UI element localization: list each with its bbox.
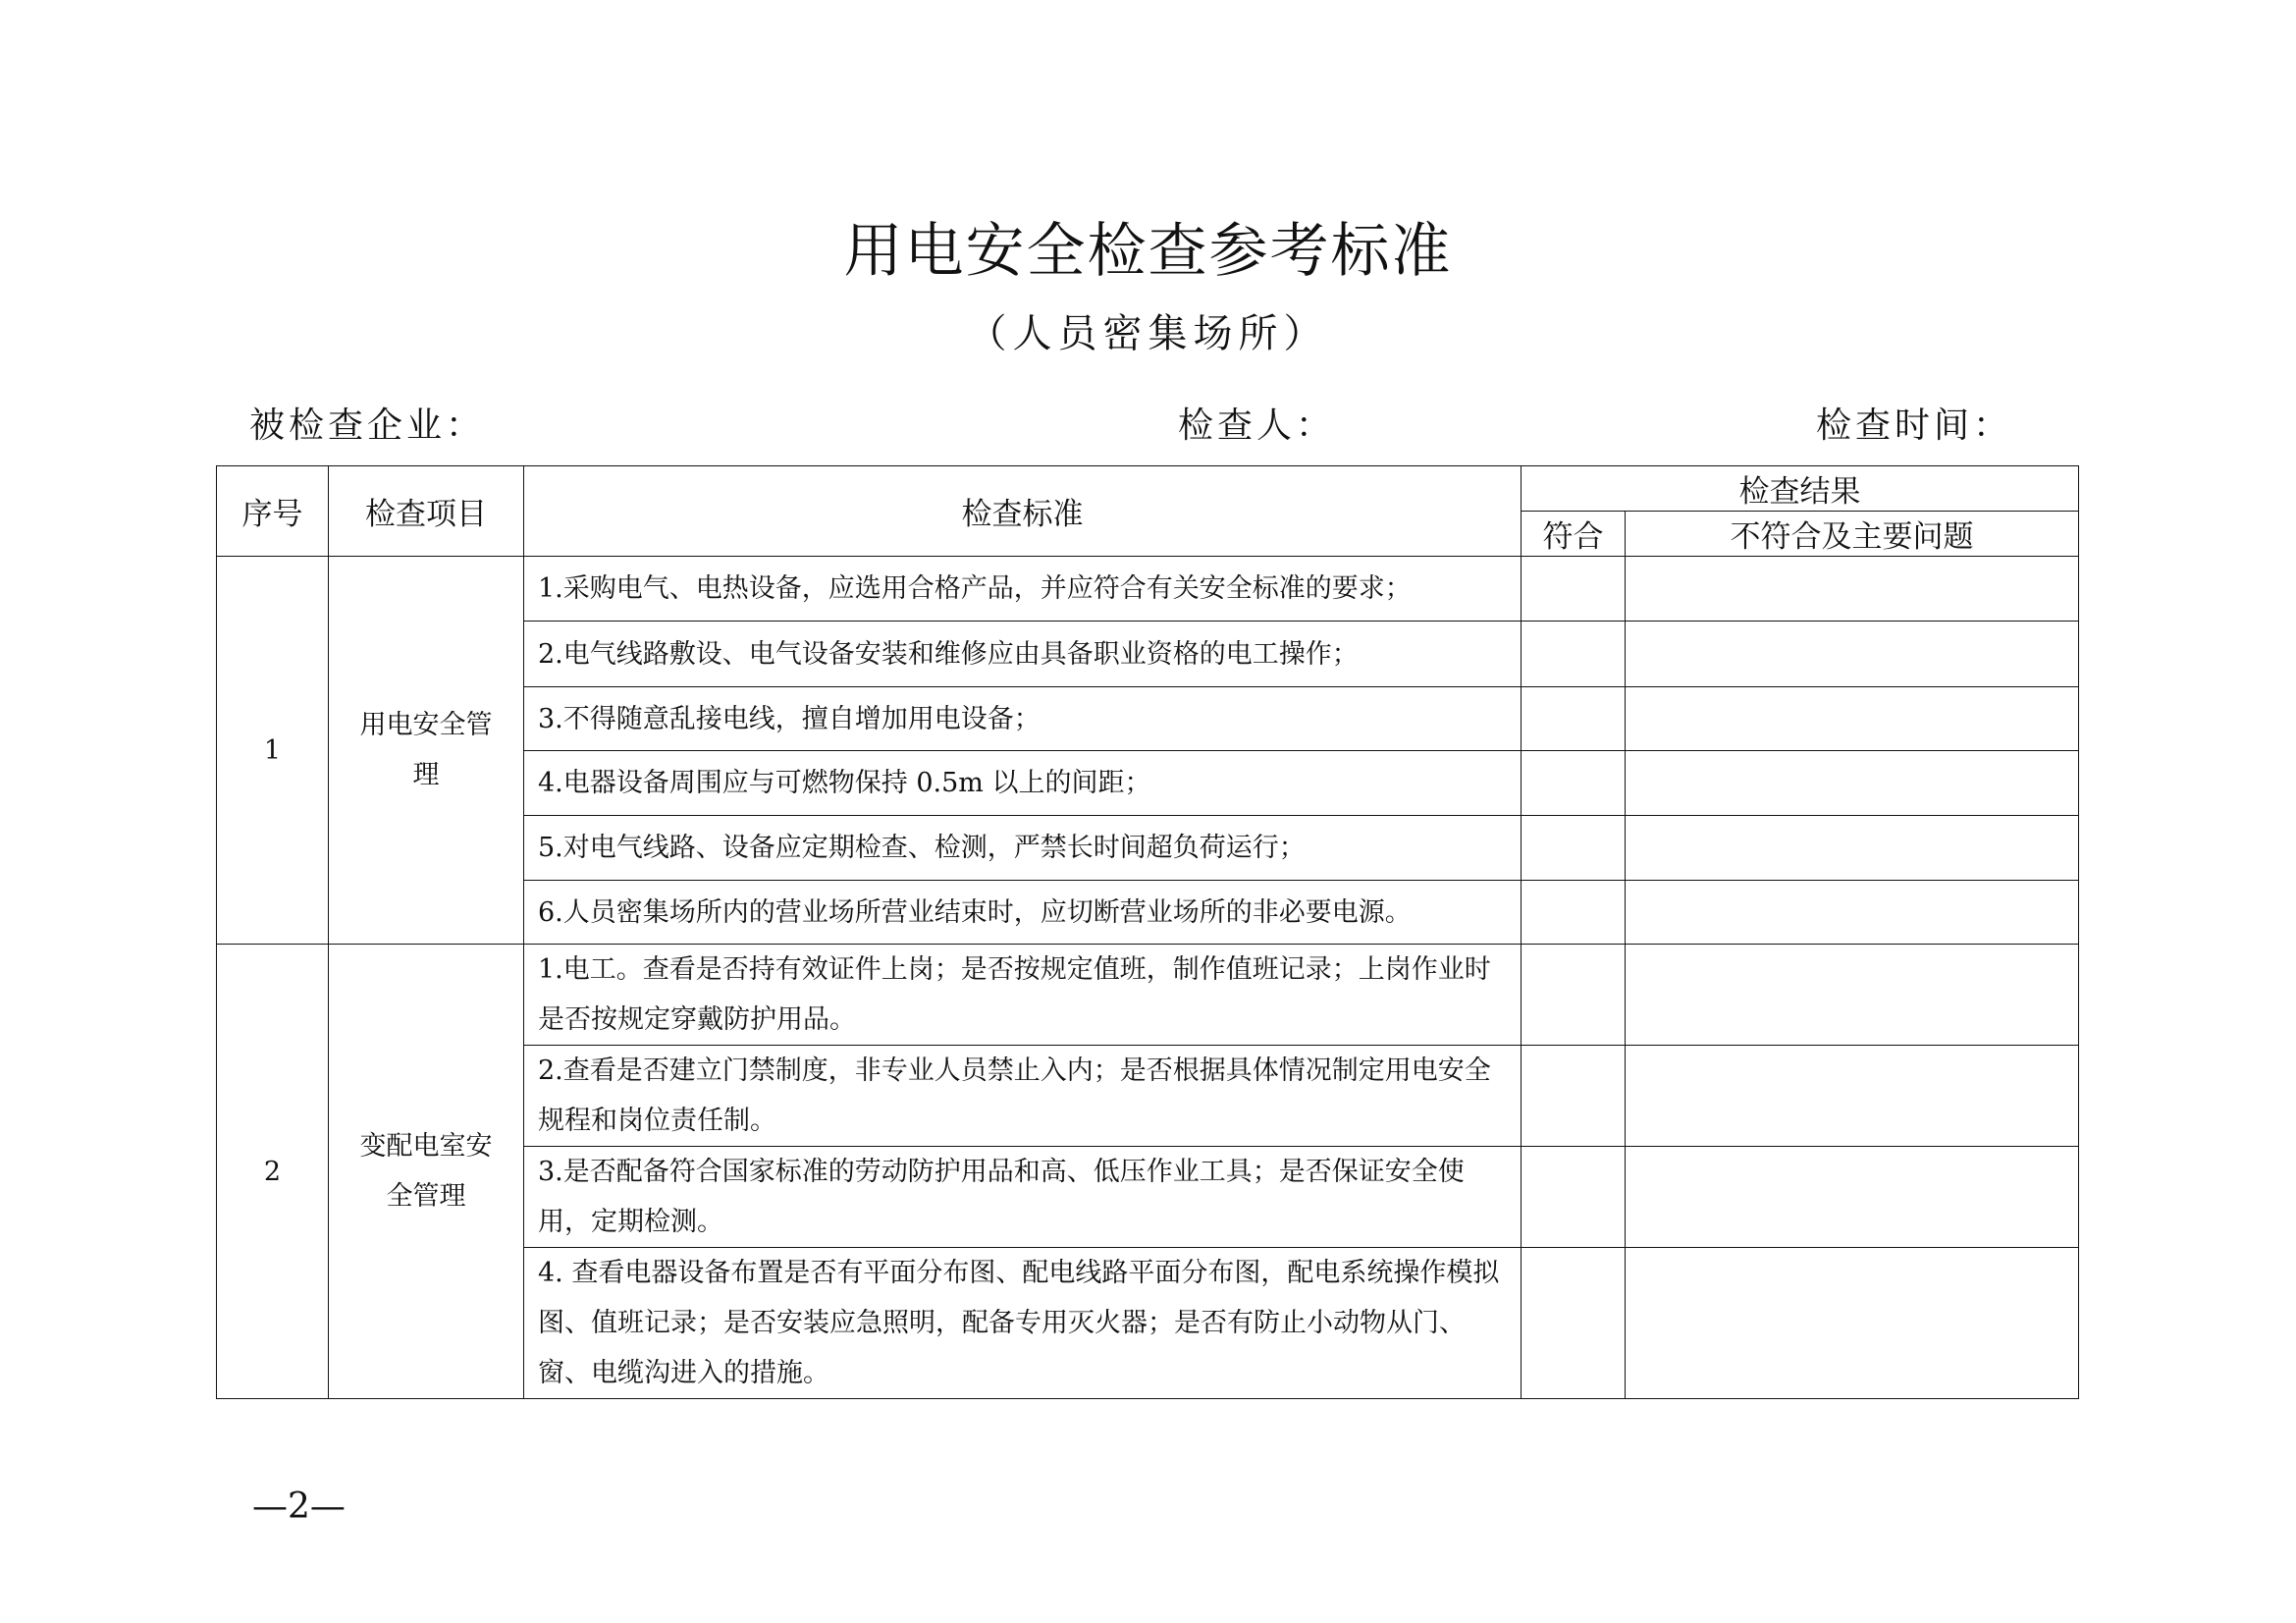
company-label: 被检查企业： [249, 406, 486, 446]
page-number: —2— [252, 1487, 346, 1527]
nonconform-cell[interactable] [1626, 881, 2079, 945]
nonconform-cell[interactable] [1626, 622, 2079, 687]
conform-cell[interactable] [1522, 945, 1626, 1046]
nonconform-cell[interactable] [1626, 557, 2079, 622]
check-standard: 2.查看是否建立门禁制度，非专业人员禁止入内；是否根据具体情况制定用电安全规程和岗位责任制。 [524, 1046, 1522, 1147]
table-row [217, 945, 2079, 1046]
page-title: 用电安全检查参考标准 [843, 217, 1453, 286]
row-number: 1 [217, 557, 329, 945]
check-standard: 2.电气线路敷设、电气设备安装和维修应由具备职业资格的电工操作； [524, 622, 1522, 687]
nonconform-cell[interactable] [1626, 1147, 2079, 1248]
conform-cell[interactable] [1522, 881, 1626, 945]
conform-cell[interactable] [1522, 557, 1626, 622]
nonconform-cell[interactable] [1626, 687, 2079, 751]
time-label: 检查时间： [1816, 406, 2013, 446]
row-number: 2 [217, 945, 329, 1399]
conform-cell[interactable] [1522, 1147, 1626, 1248]
check-item: 变配电室安全管理 [329, 945, 524, 1399]
header-no: 序号 [217, 466, 329, 557]
check-standard: 5.对电气线路、设备应定期检查、检测，严禁长时间超负荷运行； [524, 816, 1522, 881]
inspection-table [216, 465, 2079, 1399]
nonconform-cell[interactable] [1626, 945, 2079, 1046]
conform-cell[interactable] [1522, 816, 1626, 881]
header-conform: 符合 [1522, 512, 1626, 557]
check-standard: 1.采购电气、电热设备，应选用合格产品，并应符合有关安全标准的要求； [524, 557, 1522, 622]
check-standard: 4. 查看电器设备布置是否有平面分布图、配电线路平面分布图，配电系统操作模拟图、值班记录；是否安装应急照明，配备专用灭火器；是否有防止小动物从门、窗、电缆沟进入的措施。 [524, 1248, 1522, 1399]
conform-cell[interactable] [1522, 751, 1626, 816]
header-standard: 检查标准 [524, 466, 1522, 557]
inspector-label: 检查人： [1178, 406, 1336, 446]
conform-cell[interactable] [1522, 1248, 1626, 1399]
check-standard: 4.电器设备周围应与可燃物保持 0.5m 以上的间距； [524, 751, 1522, 816]
nonconform-cell[interactable] [1626, 751, 2079, 816]
conform-cell[interactable] [1522, 1046, 1626, 1147]
nonconform-cell[interactable] [1626, 816, 2079, 881]
nonconform-cell[interactable] [1626, 1248, 2079, 1399]
table-row [217, 557, 2079, 622]
check-standard: 6.人员密集场所内的营业场所营业结束时，应切断营业场所的非必要电源。 [524, 881, 1522, 945]
page-subtitle: （人员密集场所） [967, 311, 1329, 356]
header-nonconform: 不符合及主要问题 [1626, 512, 2079, 557]
conform-cell[interactable] [1522, 622, 1626, 687]
check-item: 用电安全管理 [329, 557, 524, 945]
check-standard: 3.不得随意乱接电线，擅自增加用电设备； [524, 687, 1522, 751]
check-standard: 3.是否配备符合国家标准的劳动防护用品和高、低压作业工具；是否保证安全使用，定期检测。 [524, 1147, 1522, 1248]
header-item: 检查项目 [329, 466, 524, 557]
nonconform-cell[interactable] [1626, 1046, 2079, 1147]
check-standard: 1.电工。查看是否持有效证件上岗；是否按规定值班，制作值班记录；上岗作业时是否按规定穿戴防护用品。 [524, 945, 1522, 1046]
header-result: 检查结果 [1522, 466, 2079, 512]
conform-cell[interactable] [1522, 687, 1626, 751]
